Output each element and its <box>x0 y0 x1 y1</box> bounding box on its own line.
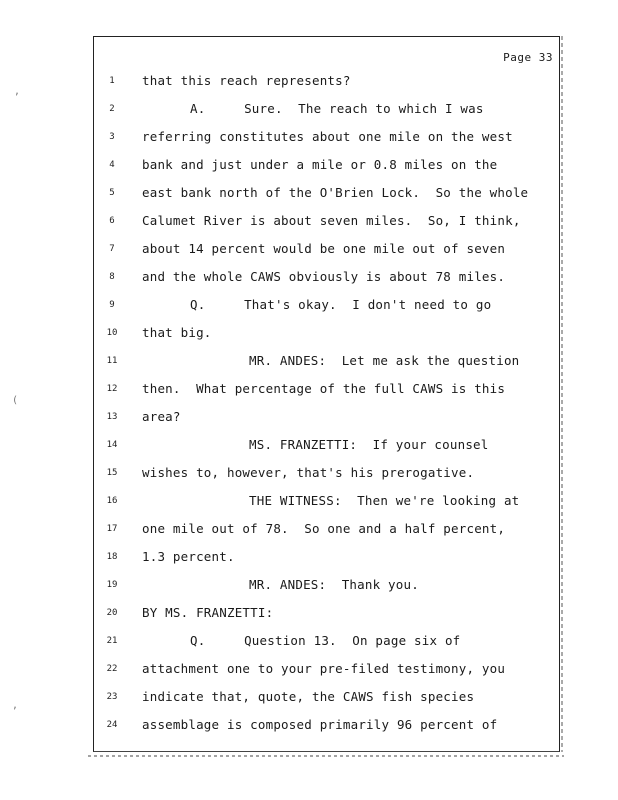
page-number: Page 33 <box>503 51 553 64</box>
line-number: 20 <box>106 608 118 618</box>
line-number: 8 <box>109 272 115 282</box>
line-number: 17 <box>106 524 118 534</box>
line-text: Q. That's okay. I don't need to go <box>190 297 492 312</box>
line-number: 14 <box>106 440 118 450</box>
line-text: about 14 percent would be one mile out of seven <box>142 241 506 256</box>
transcript-line <box>94 157 559 177</box>
transcript-line <box>94 633 559 653</box>
transcript-line <box>94 101 559 121</box>
transcript-line <box>94 269 559 289</box>
line-text: THE WITNESS: Then we're looking at <box>249 493 520 508</box>
line-text: that this reach represents? <box>142 73 351 88</box>
margin-speck: , <box>12 700 19 711</box>
line-number: 19 <box>106 580 118 590</box>
line-text: attachment one to your pre-filed testimony, you <box>142 661 506 676</box>
transcript-line <box>94 717 559 737</box>
line-number: 15 <box>106 468 118 478</box>
line-number: 4 <box>109 160 115 170</box>
line-number: 6 <box>109 216 115 226</box>
line-text: assemblage is composed primarily 96 percent of <box>142 717 498 732</box>
line-text: Q. Question 13. On page six of <box>190 633 461 648</box>
line-number: 16 <box>106 496 118 506</box>
scan-edge-right <box>561 36 563 752</box>
transcript-line <box>94 381 559 401</box>
line-number: 2 <box>109 104 115 114</box>
line-number: 13 <box>106 412 118 422</box>
line-text: wishes to, however, that's his prerogative. <box>142 465 475 480</box>
transcript-line <box>94 213 559 233</box>
line-text: east bank north of the O'Brien Lock. So the whole <box>142 185 529 200</box>
transcript-line <box>94 325 559 345</box>
line-number: 3 <box>109 132 115 142</box>
line-text: MS. FRANZETTI: If your counsel <box>249 437 489 452</box>
line-text: area? <box>142 409 181 424</box>
line-number: 11 <box>106 356 118 366</box>
line-number: 12 <box>106 384 118 394</box>
transcript-line <box>94 353 559 373</box>
line-number: 18 <box>106 552 118 562</box>
line-text: referring constitutes about one mile on the west <box>142 129 513 144</box>
line-text: indicate that, quote, the CAWS fish species <box>142 689 475 704</box>
line-text: A. Sure. The reach to which I was <box>190 101 484 116</box>
line-number: 9 <box>109 300 115 310</box>
line-text: Calumet River is about seven miles. So, I think, <box>142 213 521 228</box>
transcript-line <box>94 297 559 317</box>
line-text: that big. <box>142 325 212 340</box>
line-text: MR. ANDES: Thank you. <box>249 577 419 592</box>
line-number: 5 <box>109 188 115 198</box>
transcript-line <box>94 129 559 149</box>
line-number: 7 <box>109 244 115 254</box>
transcript-line <box>94 185 559 205</box>
line-text: bank and just under a mile or 0.8 miles on the <box>142 157 498 172</box>
line-text: then. What percentage of the full CAWS is this <box>142 381 506 396</box>
transcript-line <box>94 73 559 93</box>
line-number: 1 <box>109 76 115 86</box>
transcript-line <box>94 409 559 429</box>
transcript-line <box>94 521 559 541</box>
line-text: MR. ANDES: Let me ask the question <box>249 353 520 368</box>
line-number: 24 <box>106 720 118 730</box>
transcript-line <box>94 493 559 513</box>
margin-speck: ( <box>12 395 19 406</box>
scan-edge-bottom <box>88 755 564 757</box>
transcript-line <box>94 577 559 597</box>
transcript-line <box>94 465 559 485</box>
transcript-line <box>94 549 559 569</box>
line-number: 10 <box>106 328 118 338</box>
transcript-line <box>94 241 559 261</box>
line-number: 21 <box>106 636 118 646</box>
line-number: 22 <box>106 664 118 674</box>
line-text: and the whole CAWS obviously is about 78 miles. <box>142 269 506 284</box>
margin-speck: , <box>14 86 21 97</box>
transcript-line <box>94 605 559 625</box>
line-number: 23 <box>106 692 118 702</box>
line-text: BY MS. FRANZETTI: <box>142 605 274 620</box>
transcript-line <box>94 689 559 709</box>
transcript-line <box>94 437 559 457</box>
transcript-page <box>93 36 560 752</box>
transcript-line <box>94 661 559 681</box>
line-text: 1.3 percent. <box>142 549 235 564</box>
line-text: one mile out of 78. So one and a half percent, <box>142 521 506 536</box>
